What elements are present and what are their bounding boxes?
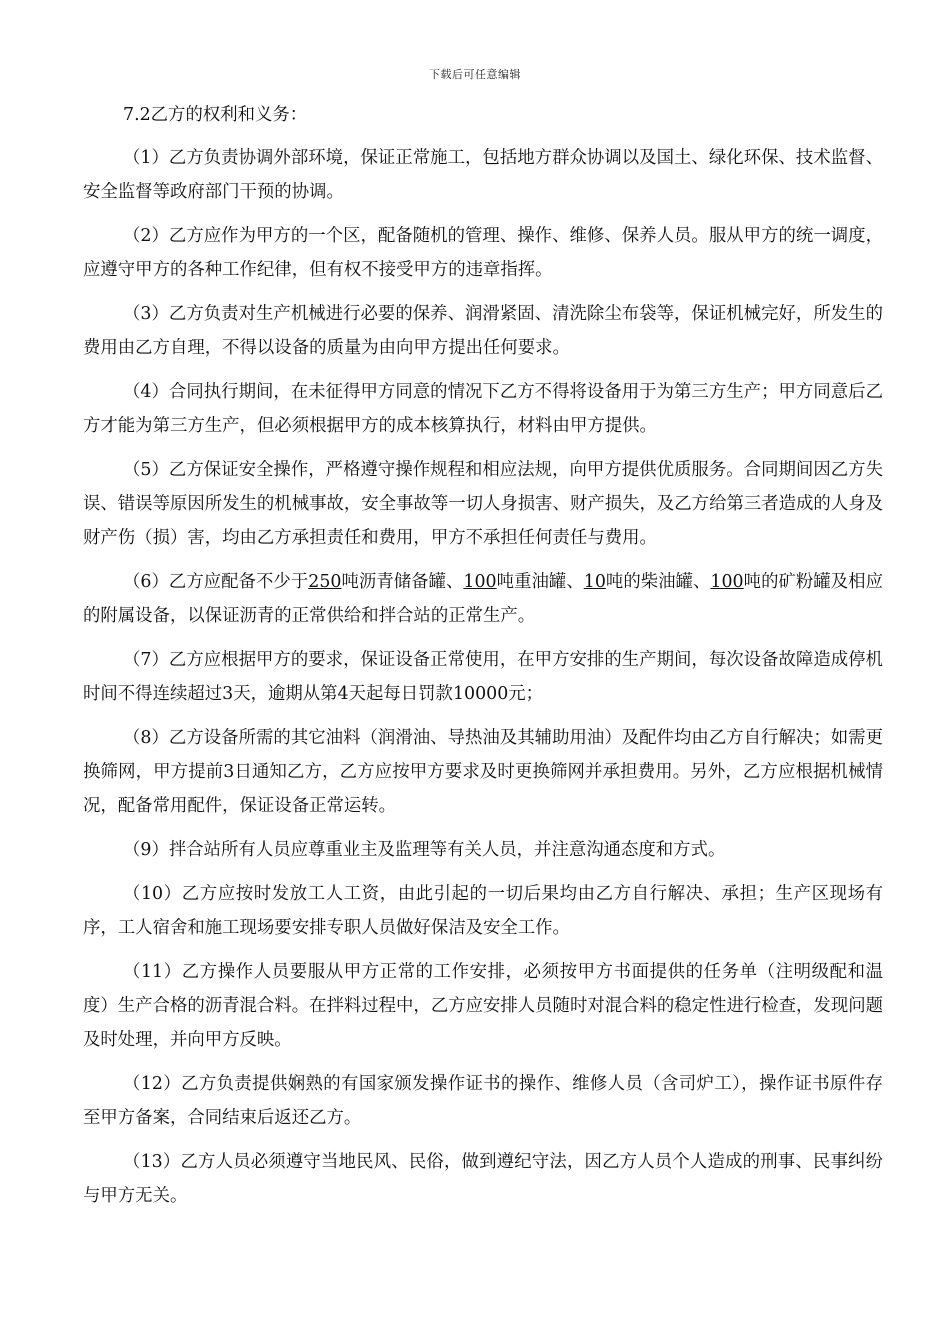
page-header: 下载后可任意编辑	[429, 68, 521, 81]
heavy-oil-tank-capacity: 100	[463, 572, 497, 592]
clause-11: （11）乙方操作人员要服从甲方正常的工作安排，必须按甲方书面提供的任务单（注明级配和温度）生产合格的沥青混合料。在拌料过程中，乙方应安排人员随时对混合料的稳定性进行检查，发现问题及时处理，并向甲方反映。	[83, 962, 883, 1050]
clause-8: （8）乙方设备所需的其它油料（润滑油、导热油及其辅助用油）及配件均由乙方自行解决；如需更换筛网，甲方提前3日通知乙方，乙方应按甲方要求及时更换筛网并承担费用。另外，乙方应根据机械情况，配备常用配件，保证设备正常运转。	[83, 728, 883, 816]
clause-6-text-4: 吨的柴油罐、	[605, 572, 711, 592]
clause-1: （1）乙方负责协调外部环境，保证正常施工，包括地方群众协调以及国土、绿化环保、技术监督、安全监督等政府部门干预的协调。	[83, 148, 883, 202]
clause-12: （12）乙方负责提供娴熟的有国家颁发操作证书的操作、维修人员（含司炉工），操作证书原件存至甲方备案，合同结束后返还乙方。	[83, 1074, 883, 1128]
clause-13: （13）乙方人员必须遵守当地民风、民俗，做到遵纪守法，因乙方人员个人造成的刑事、民事纠纷与甲方无关。	[83, 1152, 883, 1206]
clause-10: （10）乙方应按时发放工人工资，由此引起的一切后果均由乙方自行解决、承担；生产区现场有序，工人宿舍和施工现场要安排专职人员做好保洁及安全工作。	[83, 884, 883, 938]
clause-4: （4）合同执行期间，在未征得甲方同意的情况下乙方不得将设备用于为第三方生产；甲方同意后乙方才能为第三方生产，但必须根据甲方的成本核算执行，材料由甲方提供。	[83, 382, 883, 436]
clause-3: （3）乙方负责对生产机械进行必要的保养、润滑紧固、清洗除尘布袋等，保证机械完好，所发生的费用由乙方自理，不得以设备的质量为由向甲方提出任何要求。	[83, 304, 883, 358]
asphalt-tank-capacity: 250	[308, 572, 342, 592]
clause-7: （7）乙方应根据甲方的要求，保证设备正常使用，在甲方安排的生产期间，每次设备故障造成停机时间不得连续超过3天，逾期从第4天起每日罚款10000元；	[83, 650, 883, 704]
clause-5: （5）乙方保证安全操作，严格遵守操作规程和相应法规，向甲方提供优质服务。合同期间因乙方失误、错误等原因所发生的机械事故，安全事故等一切人身损害、财产损失，及乙方给第三者造成的人身及财产伤（损）害，均由乙方承担责任和费用，甲方不承担任何责任与费用。	[83, 460, 883, 548]
clause-6	[83, 565, 883, 633]
section-title: 7.2乙方的权利和义务：	[123, 105, 308, 125]
diesel-tank-capacity: 10	[583, 572, 606, 592]
clause-6-text-3: 吨重油罐、	[496, 572, 584, 592]
clause-9: （9）拌合站所有人员应尊重业主及监理等有关人员，并注意沟通态度和方式。	[123, 840, 726, 860]
clause-6-text-2: 吨沥青储备罐、	[341, 572, 464, 592]
clause-2: （2）乙方应作为甲方的一个区，配备随机的管理、操作、维修、保养人员。服从甲方的统一调度，应遵守甲方的各种工作纪律，但有权不接受甲方的违章指挥。	[83, 226, 883, 280]
clause-6-text-1: （6）乙方应配备不少于	[123, 572, 309, 592]
clause-6-text-5: 吨的矿粉罐及相应的附属设备，以保证沥青的正常供给和拌合站的正常生产。	[83, 572, 883, 626]
document-body	[83, 100, 883, 1223]
mineral-powder-tank-capacity: 100	[710, 572, 744, 592]
